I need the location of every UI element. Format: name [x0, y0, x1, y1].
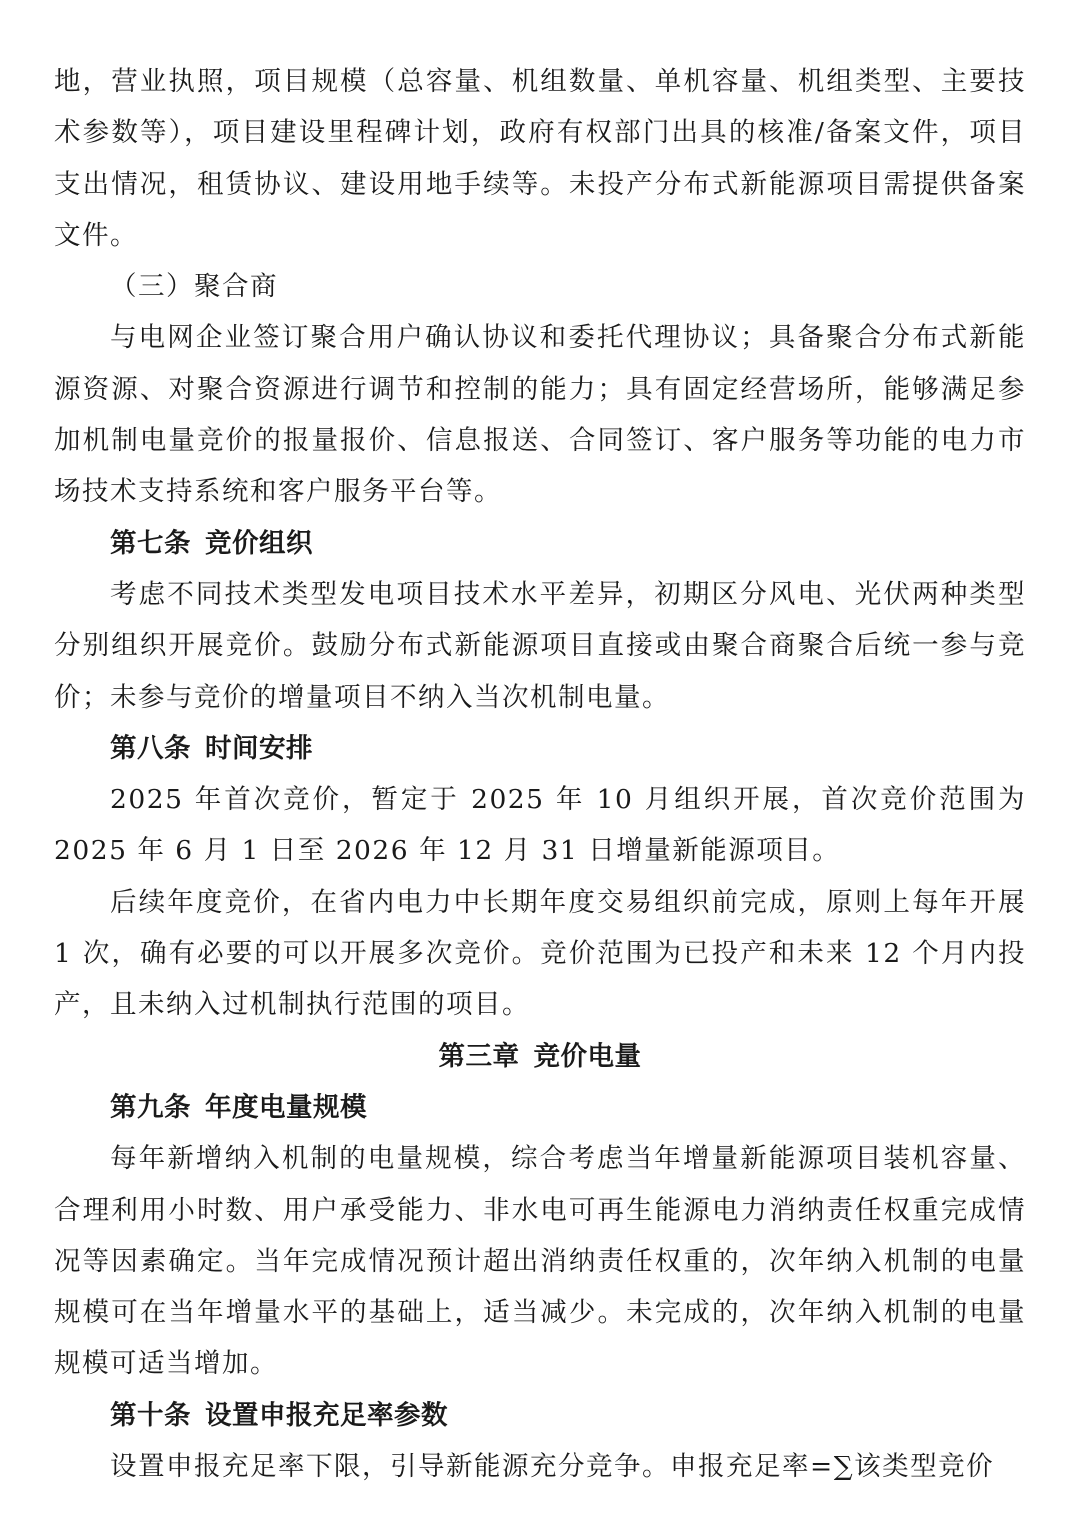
section-heading-aggregator: （三）聚合商: [110, 271, 278, 303]
article-10-body: 设置申报充足率下限，引导新能源充分竞争。申报充足率=∑该类型竞价: [110, 1451, 995, 1483]
article-7-number: 第七条: [110, 527, 191, 559]
article-7-body: 考虑不同技术类型发电项目技术水平差异，初期区分风电、光伏两种类型分别组织开展竞价。鼓励分布式新能源项目直接或由聚合商聚合后统一参与竞价；未参与竞价的增量项目不纳入当次机制电量。: [54, 578, 1026, 713]
article-9-number: 第九条: [110, 1091, 191, 1123]
article-8-number: 第八条: [110, 732, 191, 764]
article-9-heading: [54, 1082, 1026, 1133]
article-9-title: 年度电量规模: [205, 1091, 367, 1123]
article-10-number: 第十条: [110, 1399, 191, 1431]
document-page: [54, 56, 1026, 1492]
article-8-body-1: 2025 年首次竞价，暂定于 2025 年 10 月组织开展，首次竞价范围为 2025 年 6 月 1 日至 2026 年 12 月 31 日增量新能源项目。: [54, 784, 1026, 867]
article-7-title: 竞价组织: [205, 527, 313, 559]
paragraph-aggregator-requirements: 与电网企业签订聚合用户确认协议和委托代理协议；具备聚合分布式新能源资源、对聚合资源进行调节和控制的能力；具有固定经营场所，能够满足参加机制电量竞价的报量报价、信息报送、合同签订、客户服务等功能的电力市场技术支持系统和客户服务平台等。: [54, 322, 1026, 508]
article-8-title: 时间安排: [205, 732, 313, 764]
article-10-heading: [54, 1390, 1026, 1441]
chapter-3-number: 第三章: [438, 1040, 520, 1072]
article-8-body-2: 后续年度竞价，在省内电力中长期年度交易组织前完成，原则上每年开展 1 次，确有必要的可以开展多次竞价。竞价范围为已投产和未来 12 个月内投产，且未纳入过机制执行范围的项目。: [54, 886, 1026, 1021]
chapter-3-title: 竞价电量: [533, 1040, 642, 1072]
article-9-body: 每年新增纳入机制的电量规模，综合考虑当年增量新能源项目装机容量、合理利用小时数、用户承受能力、非水电可再生能源电力消纳责任权重完成情况等因素确定。当年完成情况预计超出消纳责任权重的，次年纳入机制的电量规模可在当年增量水平的基础上，适当减少。未完成的，次年纳入机制的电量规模可适当增加。: [54, 1143, 1026, 1380]
article-10-title: 设置申报充足率参数: [205, 1399, 448, 1431]
article-8-heading: [54, 723, 1026, 774]
paragraph-continuation: 地，营业执照，项目规模（总容量、机组数量、单机容量、机组类型、主要技术参数等），项目建设里程碑计划，政府有权部门出具的核准/备案文件，项目支出情况，租赁协议、建设用地手续等。未投产分布式新能源项目需提供备案文件。: [54, 66, 1026, 251]
chapter-3-heading: [54, 1031, 1026, 1082]
article-7-heading: [54, 518, 1026, 569]
